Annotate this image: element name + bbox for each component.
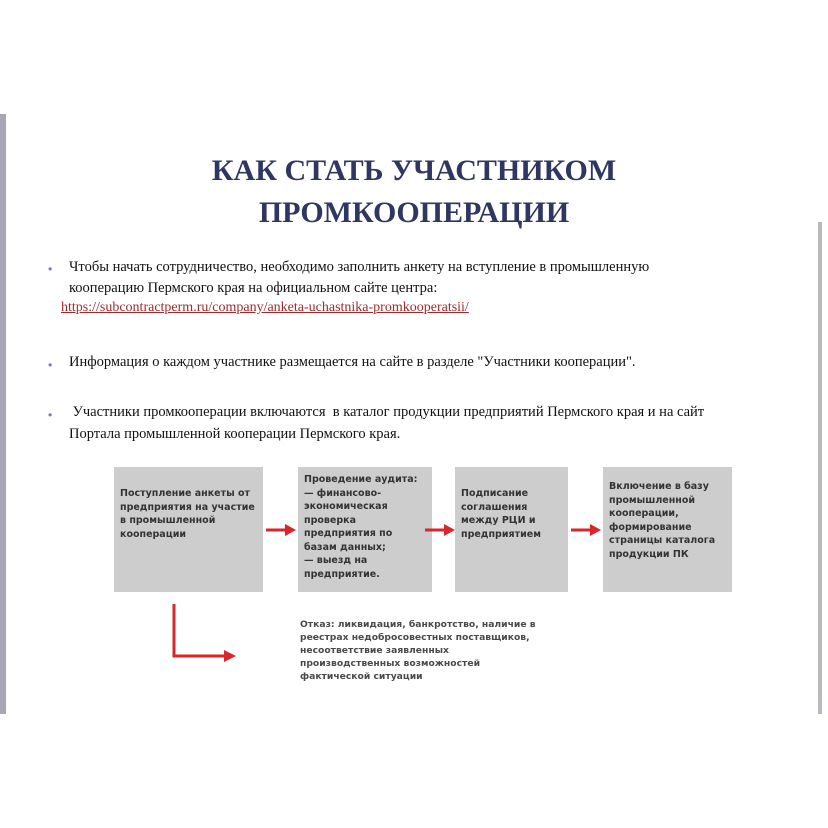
bullet-dot-2: •	[48, 358, 53, 372]
rejection-line-2: реестрах недобросовестных поставщиков,	[300, 632, 530, 643]
bullet-dot-3: •	[48, 408, 53, 422]
flow-step-inclusion	[603, 467, 732, 592]
arrow-right-icon	[265, 523, 297, 537]
rejection-reasons	[300, 618, 570, 683]
step-3-line-2: соглашения	[461, 501, 528, 513]
bullet-3-line-1: Участники промкооперации включаются в каталог продукции предприятий Пермского края и на сайт	[69, 404, 705, 420]
step-3-line-3: между РЦИ и	[461, 515, 536, 526]
step-1-line-2: предприятия на участие	[120, 501, 255, 513]
step-4-line-5: страницы каталога	[609, 535, 716, 546]
step-4-line-6: продукции ПК	[609, 548, 689, 560]
step-4-line-4: формирование	[609, 521, 692, 533]
bullet-2-line-1: Информация о каждом участнике размещается на сайте в разделе "Участники кооперации".	[69, 354, 636, 370]
step-2-line-5: предприятия по	[304, 528, 393, 539]
step-1-line-1: Поступление анкеты от	[120, 488, 251, 499]
flow-step-agreement	[455, 467, 568, 592]
step-1-line-4: кооперации	[120, 528, 187, 540]
title-line-1: КАК СТАТЬ УЧАСТНИКОМ	[211, 154, 617, 187]
bullet-3-line-2: Портала промышленной кооперации Пермского края.	[69, 426, 401, 442]
step-2-line-3: экономическая	[304, 501, 388, 512]
bullet-dot-1: •	[48, 262, 53, 276]
right-scrollbar[interactable]	[818, 222, 822, 714]
questionnaire-link[interactable]: https://subcontractperm.ru/company/anketa-uchastnika-promkooperatsii/	[61, 300, 469, 315]
rejection-line-1: Отказ: ликвидация, банкротство, наличие в	[300, 619, 536, 630]
step-2-line-1: Проведение аудита:	[304, 474, 418, 485]
step-4-line-1: Включение в базу	[609, 481, 709, 492]
rejection-line-3: несоответствие заявленных	[300, 645, 449, 656]
step-4-line-3: кооперации,	[609, 508, 679, 519]
bullet-1-line-1: Чтобы начать сотрудничество, необходимо заполнить анкету на вступление в промышленную	[69, 259, 650, 275]
arrow-right-icon	[424, 523, 456, 537]
bullet-1-line-2: кооперацию Пермского края на официальном сайте центра:	[69, 280, 438, 296]
rejection-line-5: фактической ситуации	[300, 671, 423, 682]
page-title	[0, 150, 828, 234]
step-2-line-4: проверка	[304, 514, 357, 526]
flow-step-application	[114, 467, 263, 592]
step-3-line-4: предприятием	[461, 528, 541, 540]
arrow-right-icon	[570, 523, 602, 537]
title-line-2: ПРОМКООПЕРАЦИИ	[258, 196, 570, 229]
arrow-down-right-icon	[168, 604, 240, 664]
flow-step-audit	[298, 467, 432, 592]
step-2-line-7: — выезд на	[304, 555, 368, 566]
step-1-line-3: в промышленной	[120, 515, 216, 526]
step-3-line-1: Подписание	[461, 488, 529, 499]
step-2-line-2: — финансово-	[304, 487, 382, 499]
rejection-line-4: производственных возможностей	[300, 658, 481, 669]
step-2-line-8: предприятие.	[304, 568, 380, 580]
step-4-line-2: промышленной	[609, 494, 696, 506]
step-2-line-6: базам данных;	[304, 541, 386, 553]
